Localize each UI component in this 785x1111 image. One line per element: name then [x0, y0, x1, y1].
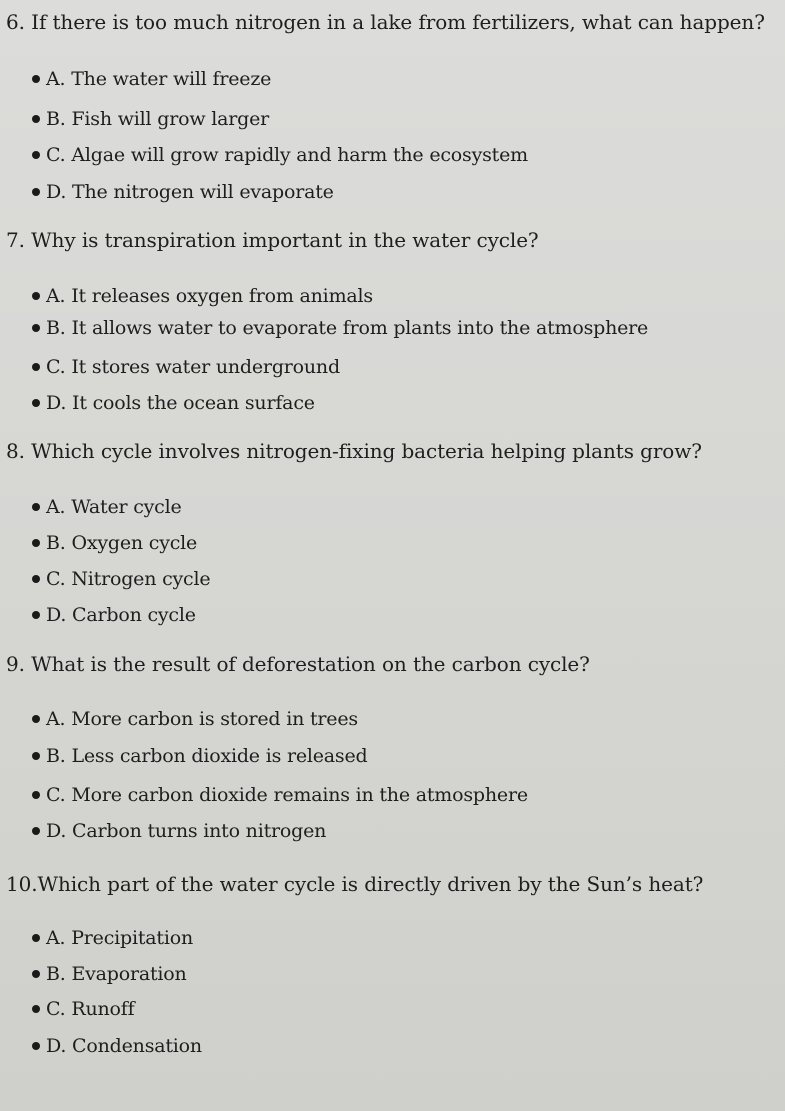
bullet-icon — [32, 363, 40, 371]
option-text: C. Algae will grow rapidly and harm the ecosystem — [46, 144, 528, 166]
option-text: B. Fish will grow larger — [46, 108, 270, 130]
bullet-icon — [32, 292, 40, 300]
question-7-option-d — [0, 391, 785, 417]
question-6-option-c — [0, 143, 785, 169]
question-7-option-c — [0, 355, 785, 381]
bullet-icon — [32, 827, 40, 835]
option-text: B. Less carbon dioxide is released — [46, 745, 368, 767]
question-9-option-b — [0, 744, 785, 770]
question-7-text: 7. Why is transpiration important in the water cycle? — [6, 228, 539, 252]
option-text: C. Nitrogen cycle — [46, 568, 211, 590]
option-text: D. Carbon cycle — [46, 604, 196, 626]
option-text: A. Precipitation — [46, 927, 194, 949]
bullet-icon — [32, 503, 40, 511]
question-6-option-a — [0, 67, 785, 93]
question-8-option-c — [0, 567, 785, 593]
bullet-icon — [32, 1042, 40, 1050]
bullet-icon — [32, 791, 40, 799]
option-text: D. Carbon turns into nitrogen — [46, 820, 327, 842]
option-text: A. The water will freeze — [46, 68, 272, 90]
bullet-icon — [32, 115, 40, 123]
option-text: A. Water cycle — [46, 496, 182, 518]
question-6-option-d — [0, 180, 785, 206]
option-text: C. Runoff — [46, 998, 135, 1020]
question-9-text: 9. What is the result of deforestation on the carbon cycle? — [6, 652, 590, 676]
question-8-option-b — [0, 531, 785, 557]
option-text: C. More carbon dioxide remains in the atmosphere — [46, 784, 528, 806]
bullet-icon — [32, 399, 40, 407]
option-text: D. It cools the ocean surface — [46, 392, 315, 414]
bullet-icon — [32, 539, 40, 547]
question-10-text: 10.Which part of the water cycle is directly driven by the Sun’s heat? — [6, 872, 704, 896]
bullet-icon — [32, 75, 40, 83]
question-10-option-b — [0, 962, 785, 988]
question-6-option-b — [0, 107, 785, 133]
bullet-icon — [32, 752, 40, 760]
option-text: C. It stores water underground — [46, 356, 340, 378]
question-8-option-d — [0, 603, 785, 629]
option-text: B. Oxygen cycle — [46, 532, 198, 554]
option-text: D. The nitrogen will evaporate — [46, 181, 334, 203]
question-10-option-c — [0, 997, 785, 1023]
bullet-icon — [32, 1005, 40, 1013]
option-text: B. Evaporation — [46, 963, 187, 985]
question-9-option-d — [0, 819, 785, 845]
option-text: D. Condensation — [46, 1035, 202, 1057]
bullet-icon — [32, 934, 40, 942]
bullet-icon — [32, 188, 40, 196]
question-8-text: 8. Which cycle involves nitrogen-fixing bacteria helping plants grow? — [6, 439, 702, 463]
bullet-icon — [32, 970, 40, 978]
question-7-option-a — [0, 284, 785, 310]
bullet-icon — [32, 715, 40, 723]
question-9-option-c — [0, 783, 785, 809]
option-text: A. It releases oxygen from animals — [46, 285, 373, 307]
question-6-text: 6. If there is too much nitrogen in a lake from fertilizers, what can happen? — [6, 10, 765, 34]
bullet-icon — [32, 151, 40, 159]
question-7-option-b — [0, 316, 785, 342]
bullet-icon — [32, 611, 40, 619]
question-10-option-d — [0, 1034, 785, 1060]
question-8-option-a — [0, 495, 785, 521]
question-10-option-a — [0, 926, 785, 952]
bullet-icon — [32, 575, 40, 583]
option-text: A. More carbon is stored in trees — [46, 708, 358, 730]
bullet-icon — [32, 324, 40, 332]
question-9-option-a — [0, 707, 785, 733]
option-text: B. It allows water to evaporate from plants into the atmosphere — [46, 317, 649, 339]
